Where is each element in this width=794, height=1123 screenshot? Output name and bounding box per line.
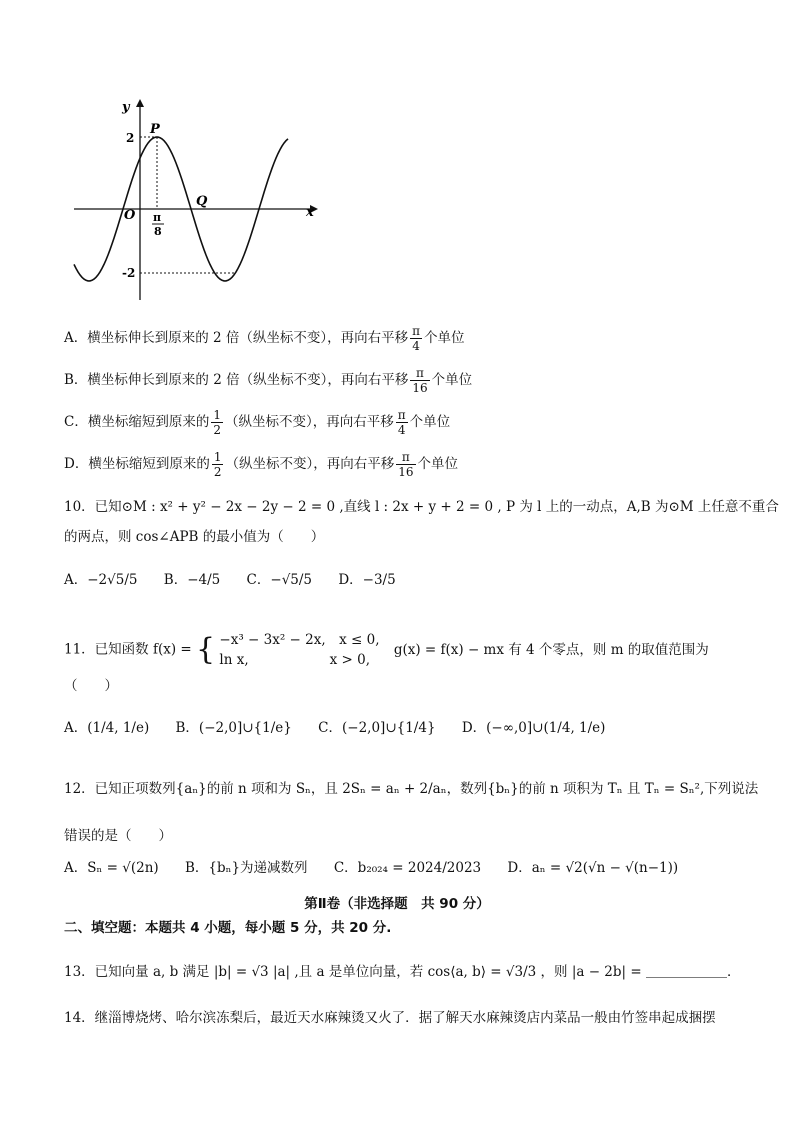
option-letter: A． <box>64 330 88 346</box>
option-text-end: 个单位 <box>431 372 473 388</box>
o-label: O <box>124 208 136 223</box>
q10-stem-line2: 的两点，则 cos∠APB 的最小值为（ ） <box>64 529 325 545</box>
q11-stem-prefix: 11．已知函数 f(x) = <box>64 641 192 658</box>
option-text-end: 个单位 <box>424 330 465 346</box>
option-text: 横坐标伸长到原来的 2 倍（纵坐标不变），再向右平移 <box>87 372 409 388</box>
y-max-label: 2 <box>126 131 135 145</box>
q10-option-a[interactable]: A．−2√5/5 <box>64 572 138 588</box>
q11-option-c[interactable]: C．(−2,0]∪{1/4} <box>318 720 436 736</box>
option-letter: D． <box>64 456 89 472</box>
fraction-denominator: 2 <box>213 423 221 437</box>
fraction <box>410 366 429 395</box>
q9-option-a[interactable] <box>64 324 465 353</box>
q10-option-c[interactable]: C．−√5/5 <box>246 572 313 588</box>
q14-stem: 14．继淄博烧烤、哈尔滨冻梨后，最近天水麻辣烫又火了．据了解天水麻辣烫店内菜品一般由竹签串起成捆摆 <box>64 1010 716 1026</box>
q11-options <box>64 718 627 738</box>
fraction <box>410 324 422 353</box>
sine-graph <box>60 95 330 310</box>
fraction-numerator: 1 <box>213 450 222 464</box>
fraction-numerator: π <box>412 324 421 338</box>
q11-stem-suffix: g(x) = f(x) − mx 有 4 个零点，则 m 的取值范围为 <box>393 641 709 658</box>
piecewise-brace: { <box>196 632 216 667</box>
option-text: 横坐标缩短到原来的 <box>87 414 210 430</box>
fraction-denominator: 4 <box>412 339 420 353</box>
option-text-end: 个单位 <box>417 456 458 472</box>
option-text-mid: （纵坐标不变），再向右平移 <box>224 414 394 430</box>
fraction <box>396 408 408 437</box>
q10-stem-line1: 10．已知⊙M : x² + y² − 2x − 2y − 2 = 0 ,直线 l : 2x + y + 2 = 0 , P 为 l 上的一动点，A,B 为⊙M 上任意不重合 <box>64 499 779 515</box>
option-text: 横坐标缩短到原来的 <box>88 456 210 472</box>
fraction-denominator: 16 <box>412 381 428 395</box>
y-axis-arrow <box>136 99 144 107</box>
fraction <box>211 408 223 437</box>
q12-stem-line1: 12．已知正项数列{aₙ}的前 n 项和为 Sₙ，且 2Sₙ = aₙ + 2/aₙ，数列{bₙ}的前 n 项积为 Tₙ 且 Tₙ = Sₙ²,下列说法 <box>64 781 759 797</box>
q11-paren: （ ） <box>64 678 118 694</box>
q12-option-c[interactable]: C．b₂₀₂₄ = 2024/2023 <box>333 860 482 876</box>
piecewise-case-2: ln x, x > 0, <box>219 652 371 668</box>
q12-stem-line2: 错误的是（ ） <box>64 828 172 844</box>
x-tick-denominator: 8 <box>154 225 162 238</box>
q9-option-d[interactable] <box>64 450 458 479</box>
section-title: 第Ⅱ卷（非选择题 共 90 分） <box>304 896 490 912</box>
p-label: P <box>150 122 160 137</box>
fraction-numerator: π <box>410 366 429 381</box>
q10-options <box>64 570 418 590</box>
piecewise-cases <box>219 630 379 670</box>
section-heading: 二、填空题：本题共 4 小题，每小题 5 分，共 20 分. <box>64 920 392 936</box>
fraction-denominator: 2 <box>213 465 222 479</box>
fraction-denominator: 4 <box>397 423 406 437</box>
x-tick-numerator: π <box>153 211 162 224</box>
y-min-label: -2 <box>122 266 136 280</box>
q11-option-d[interactable]: D．(−∞,0]∪(1/4, 1/e) <box>461 720 606 736</box>
fraction <box>396 450 415 479</box>
q-label: Q <box>196 194 208 209</box>
q12-option-a[interactable]: A．Sₙ = √(2n) <box>64 860 159 876</box>
option-letter: C． <box>64 414 88 430</box>
option-text-mid: （纵坐标不变），再向右平移 <box>225 456 395 472</box>
q9-option-c[interactable] <box>64 408 450 437</box>
y-label: y <box>122 100 130 115</box>
q9-option-b[interactable] <box>64 366 472 395</box>
q12-option-d[interactable]: D．aₙ = √2(√n − √(n−1)) <box>507 860 679 876</box>
fraction-numerator: 1 <box>213 408 221 422</box>
fraction <box>212 450 224 479</box>
q12-options <box>64 858 700 878</box>
q11-option-b[interactable]: B．(−2,0]∪{1/e} <box>175 720 292 736</box>
q10-option-b[interactable]: B．−4/5 <box>163 572 221 588</box>
q12-option-b[interactable]: B．{bₙ}为递减数列 <box>184 860 308 876</box>
x-label: x <box>306 205 314 220</box>
option-text: 横坐标伸长到原来的 2 倍（纵坐标不变），再向右平移 <box>87 330 409 346</box>
fraction-numerator: π <box>397 408 406 422</box>
fraction-denominator: 16 <box>398 465 414 479</box>
option-text-end: 个单位 <box>409 414 451 430</box>
q13-stem: 13．已知向量 a, b 满足 |b| = √3 |a| ,且 a 是单位向量，若 cos⟨a, b⟩ = √3/3 ，则 |a − 2b| = ＿＿＿＿＿＿． <box>64 964 741 980</box>
fraction-numerator: π <box>396 450 415 465</box>
option-letter: B． <box>64 372 88 388</box>
q11-option-a[interactable]: A．(1/4, 1/e) <box>64 720 150 736</box>
q11-stem <box>64 630 709 670</box>
piecewise-case-1: −x³ − 3x² − 2x, x ≤ 0, <box>219 632 380 648</box>
q10-option-d[interactable]: D．−3/5 <box>338 572 396 588</box>
